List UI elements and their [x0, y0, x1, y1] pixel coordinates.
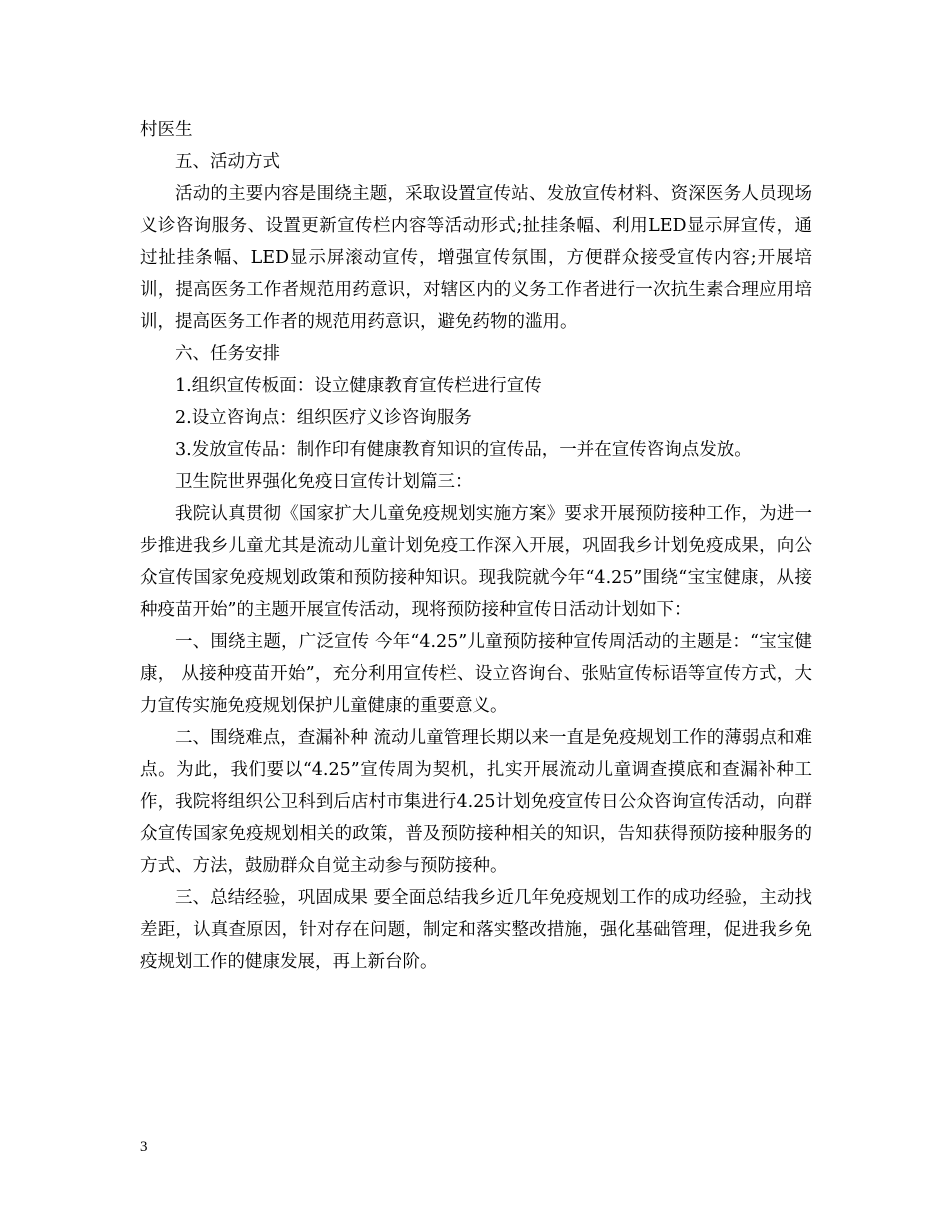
section-heading-task-arrangement: 六、任务安排 — [175, 344, 280, 364]
paragraph-introduction: 我院认真贯彻《国家扩大儿童免疫规划实施方案》要求开展预防接种工作，为进一步推进我乡儿童尤其是流动儿童计划免疫工作深入开展，巩固我乡计划免疫成果，向公众宣传国家免疫规划政策和预防接种知识。现我院就今年“4.25”围绕“宝宝健康，从接种疫苗开始”的主题开展宣传活动，现将预防接种宣传日活动计划如下： — [140, 504, 812, 620]
paragraph-activity-content: 活动的主要内容是围绕主题，采取设置宣传站、发放宣传材料、资深医务人员现场义诊咨询服务、设置更新宣传栏内容等活动形式;扯挂条幅、利用LED显示屏宣传，通过扯挂条幅、LED显示屏滚动宣传，增强宣传氛围，方便群众接受宣传内容;开展培训，提高医务工作者规范用药意识，对辖区内的义务工作者进行一次抗生素合理应用培训，提高医务工作者的规范用药意识，避免药物的滥用。 — [140, 184, 812, 332]
paragraph-point-three: 三、总结经验，巩固成果 要全面总结我乡近几年免疫规划工作的成功经验，主动找差距，认真查原因，针对存在问题，制定和落实整改措施，强化基础管理，促进我乡免疫规划工作的健康发展，再上新台阶。 — [140, 888, 812, 972]
page-number: 3 — [140, 1139, 148, 1155]
document-body — [140, 114, 812, 978]
paragraph-point-one: 一、围绕主题，广泛宣传 今年“4.25”儿童预防接种宣传周活动的主题是：“宝宝健康， 从接种疫苗开始”，充分利用宣传栏、设立咨询台、张贴宣传标语等宣传方式，大力宣传实施免疫规划保护儿童健康的重要意义。 — [140, 632, 812, 716]
paragraph-point-two: 二、围绕难点，查漏补种 流动儿童管理长期以来一直是免疫规划工作的薄弱点和难点。为此，我们要以“4.25”宣传周为契机，扎实开展流动儿童调查摸底和查漏补种工作，我院将组织公卫科到后店村市集进行4.25计划免疫宣传日公众咨询宣传活动，向群众宣传国家免疫规划相关的政策，普及预防接种相关的知识，告知获得预防接种服务的方式、方法，鼓励群众自觉主动参与预防接种。 — [140, 728, 812, 876]
list-item-3: 3.发放宣传品：制作印有健康教育知识的宣传品，一并在宣传咨询点发放。 — [175, 440, 752, 460]
list-item-1: 1.组织宣传板面：设立健康教育宣传栏进行宣传 — [175, 376, 542, 396]
list-item-2: 2.设立咨询点：组织医疗义诊咨询服务 — [175, 408, 472, 428]
paragraph-continuation: 村医生 — [140, 120, 193, 140]
section-heading-activity-method: 五、活动方式 — [175, 152, 280, 172]
article-title-part-three: 卫生院世界强化免疫日宣传计划篇三： — [175, 472, 473, 492]
